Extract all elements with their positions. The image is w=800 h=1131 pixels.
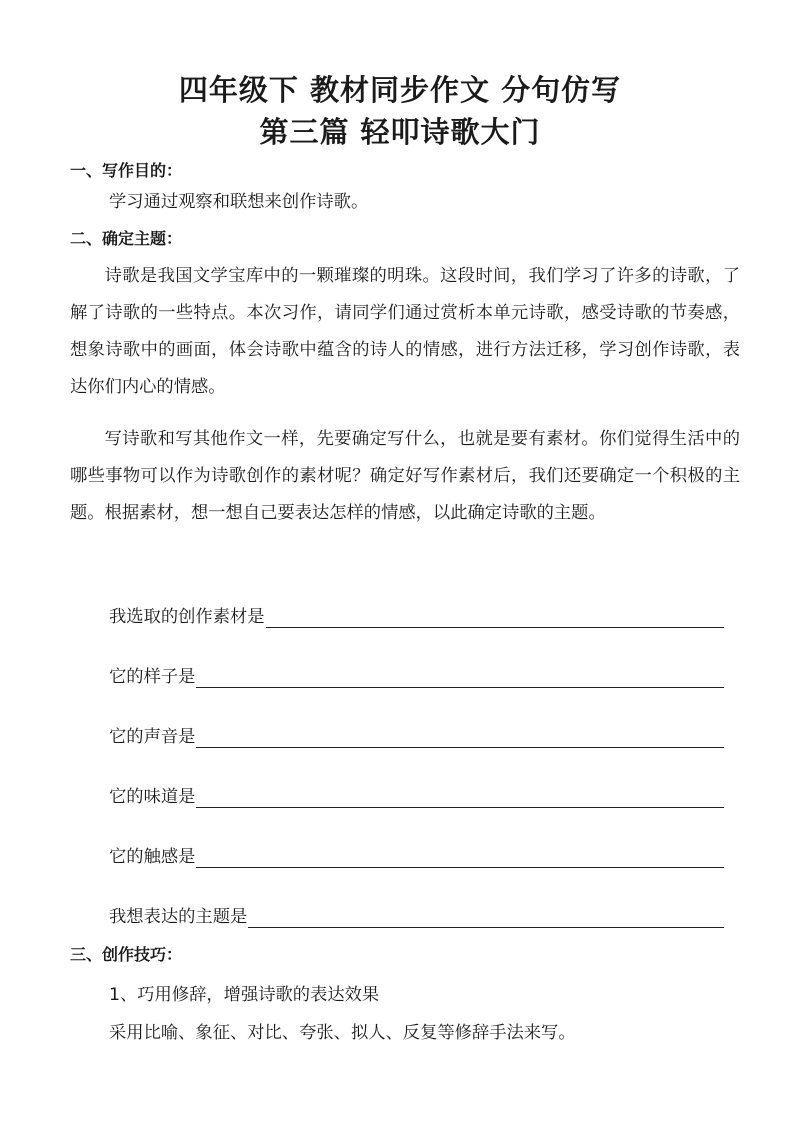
fill-in-label: 它的味道是 [109, 787, 196, 807]
document-subtitle: 第三篇 轻叩诗歌大门 [259, 115, 541, 149]
theme-paragraph: 诗歌是我国文学宝库中的一颗璀璨的明珠。这段时间，我们学习了许多的诗歌，了解了诗歌的一些特点。本次习作，请同学们通过赏析本单元诗歌，感受诗歌的节奏感，想象诗歌中的画面，体会诗歌中蕴含的诗人的情感，进行方法迁移，学习创作诗歌，表达你们内心的情感。 [70, 266, 740, 397]
blank-line[interactable] [196, 781, 724, 808]
blank-line[interactable] [196, 661, 724, 688]
fill-in-label: 它的声音是 [109, 727, 196, 747]
fill-in-label: 我想表达的主题是 [109, 907, 248, 927]
fill-in-row-material [109, 598, 724, 630]
blank-line[interactable] [196, 841, 724, 868]
fill-in-row-taste [109, 778, 724, 810]
fill-in-row-theme [109, 898, 724, 930]
document-title: 四年级下 教材同步作文 分句仿写 [178, 73, 622, 107]
blank-line[interactable] [196, 721, 724, 748]
technique-item-text: 采用比喻、象征、对比、夸张、拟人、反复等修辞手法来写。 [109, 1023, 576, 1043]
section-heading-techniques: 三、创作技巧： [70, 945, 183, 964]
fill-in-label: 我选取的创作素材是 [109, 607, 265, 627]
section-heading-theme: 二、确定主题： [70, 229, 183, 248]
section-heading-purpose: 一、写作目的： [70, 161, 183, 180]
fill-in-label: 它的触感是 [109, 847, 196, 867]
blank-line[interactable] [266, 601, 724, 628]
fill-in-row-sound [109, 718, 724, 750]
purpose-text: 学习通过观察和联想来创作诗歌。 [109, 192, 369, 212]
theme-paragraph: 写诗歌和写其他作文一样，先要确定写什么，也就是要有素材。你们觉得生活中的哪些事物可以作为诗歌创作的素材呢？确定好写作素材后，我们还要确定一个积极的主题。根据素材，想一想自己要表达怎样的情感，以此确定诗歌的主题。 [70, 429, 740, 523]
blank-line[interactable] [248, 901, 724, 928]
fill-in-row-touch [109, 838, 724, 870]
fill-in-label: 它的样子是 [109, 667, 196, 687]
fill-in-row-appearance [109, 658, 724, 690]
technique-item-title: 1、巧用修辞，增强诗歌的表达效果 [109, 985, 380, 1005]
